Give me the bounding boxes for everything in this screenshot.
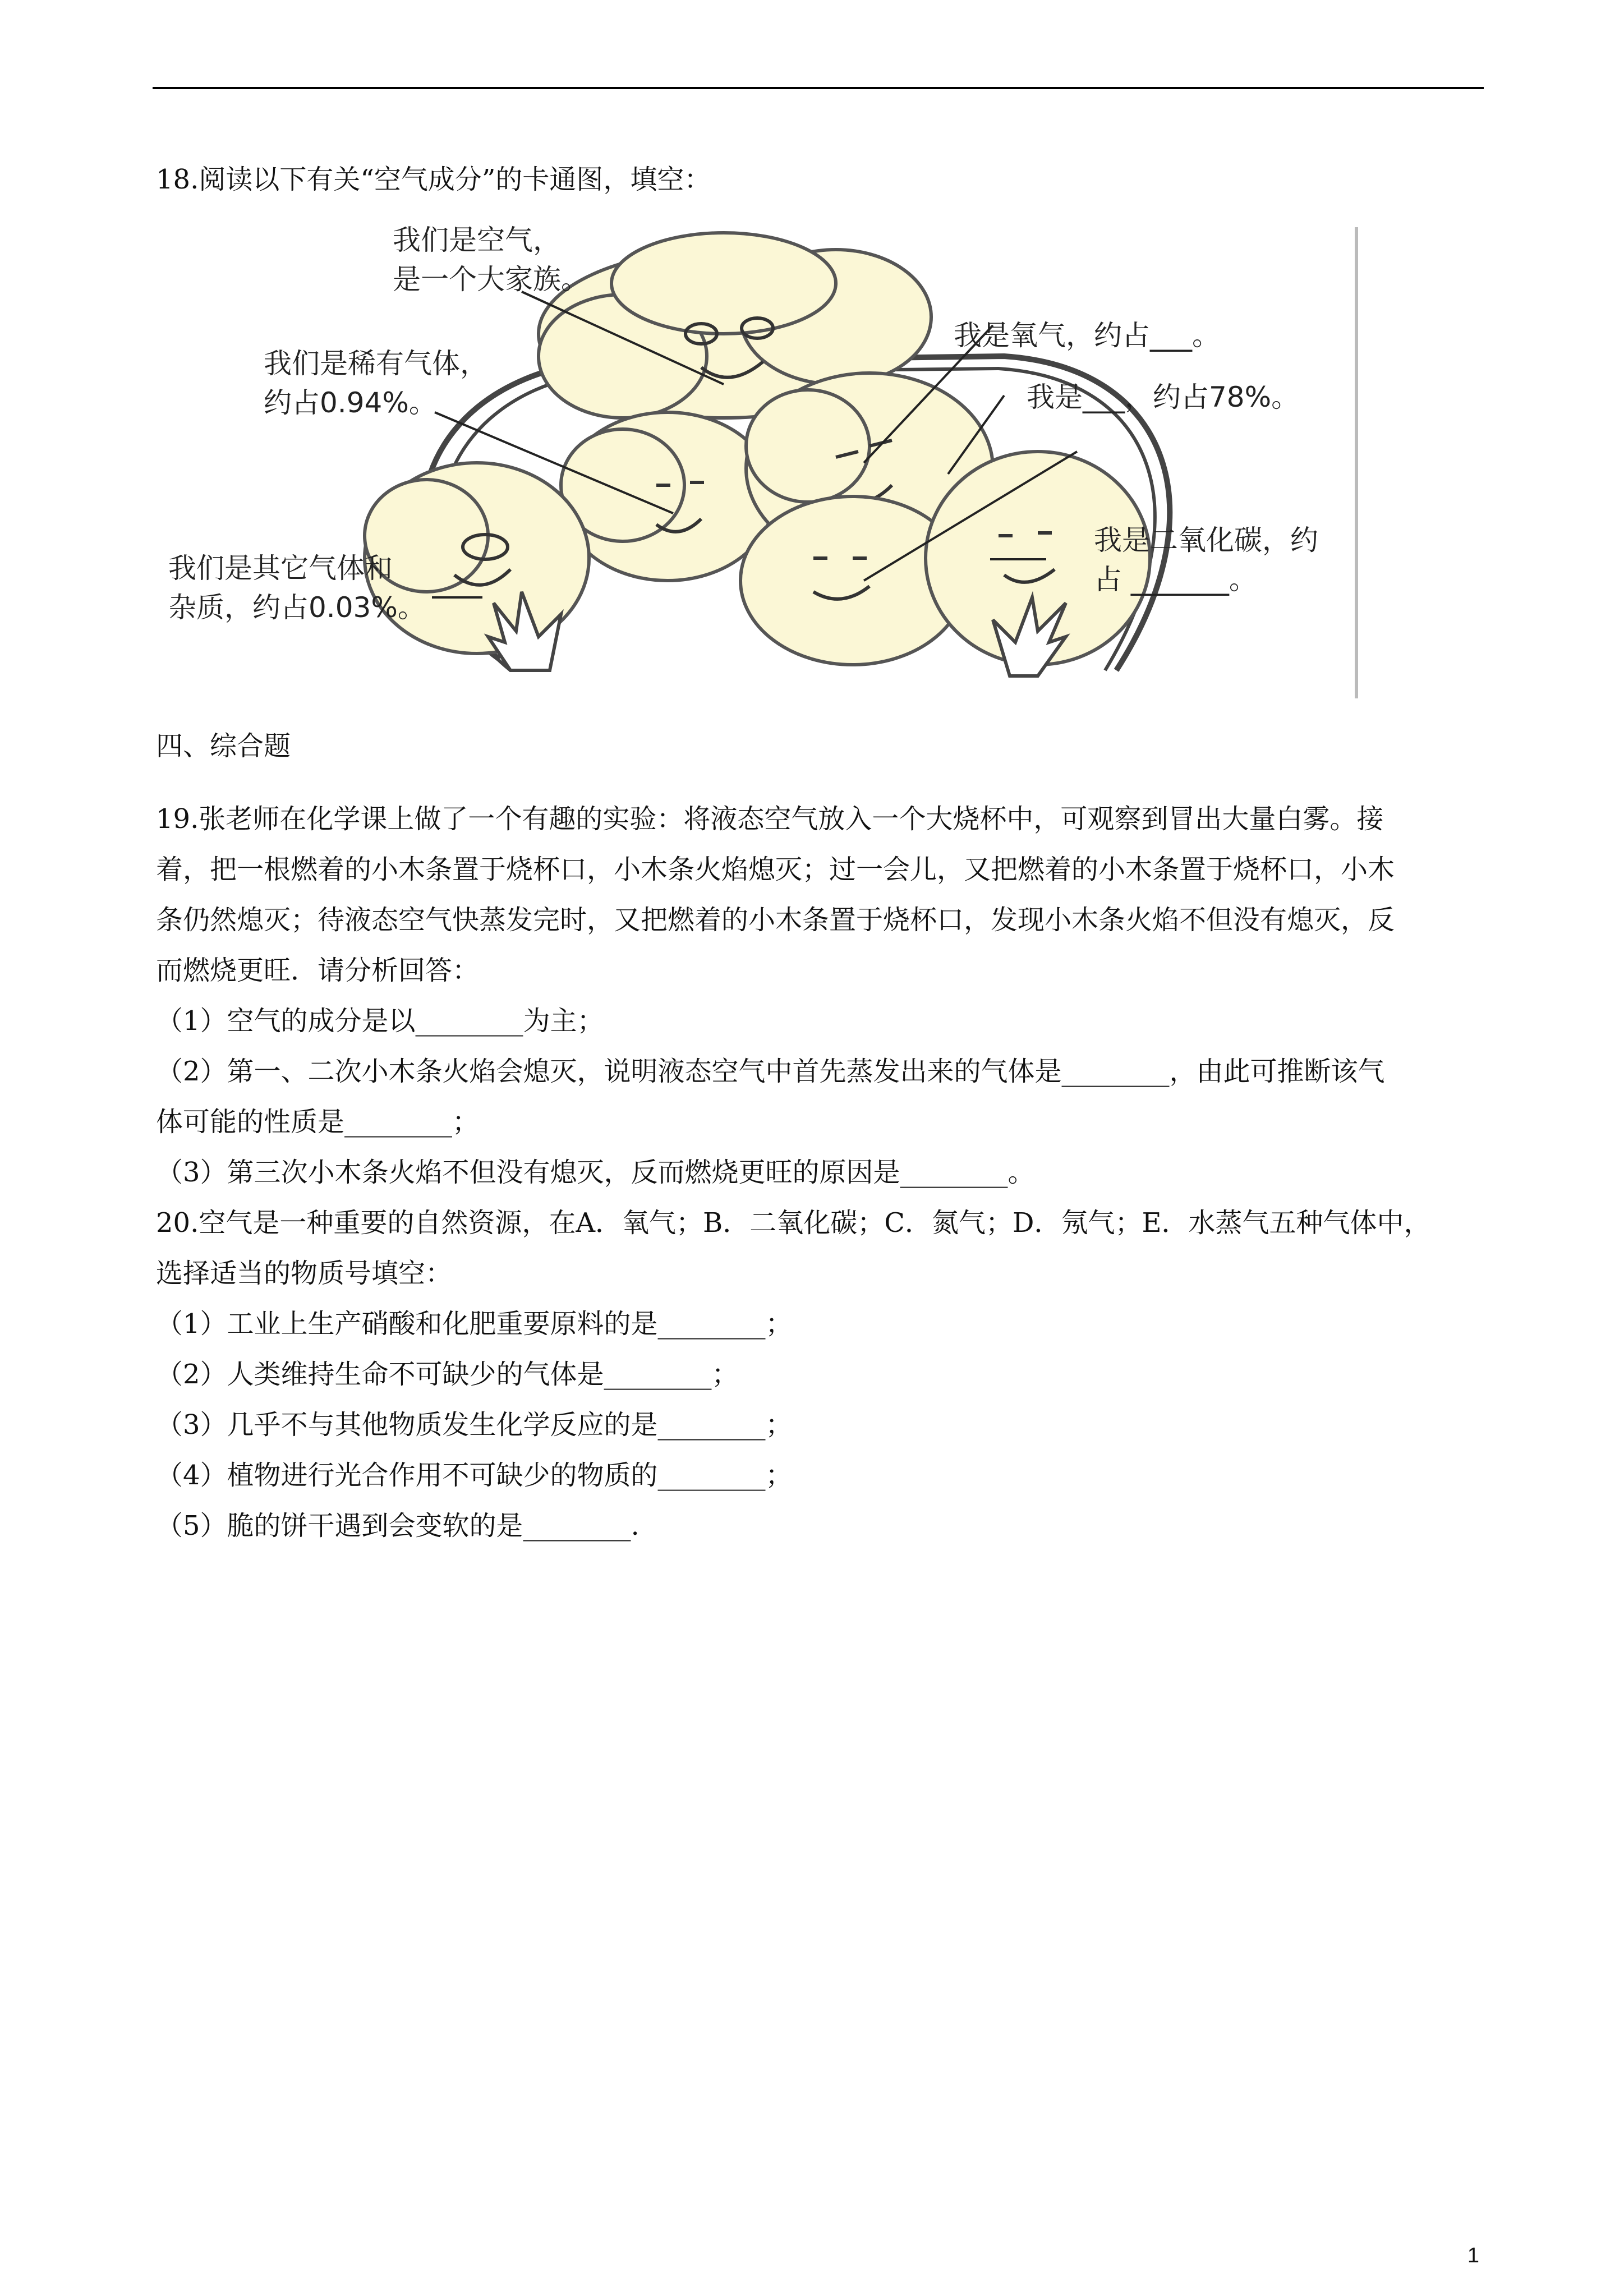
q19-part-1: （1）空气的成分是以________为主； (156, 1005, 604, 1037)
label-rare-2: 约占0.94%。 (264, 386, 437, 419)
q19-line-3: 条仍然熄灭；待液态空气快蒸发完时，又把燃着的小木条置于烧杯口，发现小木条火焰不但没有熄灭，反 (156, 904, 1395, 936)
label-co2-2: 占 _______。 (1094, 563, 1257, 596)
q19-line-1: 19.张老师在化学课上做了一个有趣的实验：将液态空气放入一个大烧杯中，可观察到冒出大量白雾。接 (156, 803, 1384, 835)
q19-part-2a: （2）第一、二次小木条火焰会熄灭，说明液态空气中首先蒸发出来的气体是________，由此可推断该气 (156, 1056, 1385, 1087)
q18-stem: 18.阅读以下有关“空气成分”的卡通图，填空： (156, 164, 711, 195)
q19-line-2: 着，把一根燃着的小木条置于烧杯口，小木条火焰熄灭；过一会儿，又把燃着的小木条置于烧杯口，小木 (156, 854, 1395, 885)
air-composition-cartoon (163, 222, 1369, 704)
q20-part-5: （5）脆的饼干遇到会变软的是________. (156, 1510, 640, 1542)
label-nitrogen: 我是___，约占78%。 (1027, 381, 1300, 413)
label-co2-1: 我是二氧化碳，约 (1094, 524, 1318, 556)
label-air-1: 我们是空气， (393, 224, 561, 256)
q20-line-2: 选择适当的物质号填空： (156, 1258, 453, 1289)
label-air-2: 是一个大家族。 (393, 263, 589, 296)
q20-part-2: （2）人类维持生命不可缺少的气体是________； (156, 1359, 739, 1390)
q20-part-1: （1）工业上生产硝酸和化肥重要原料的是________； (156, 1308, 793, 1340)
q19-part-3: （3）第三次小木条火焰不但没有熄灭，反而燃烧更旺的原因是________。 (156, 1157, 1035, 1188)
label-other-2: 杂质，约占0.03%。 (168, 591, 426, 624)
page-number: 1 (1467, 2244, 1479, 2267)
rare-gas-cloud (561, 412, 774, 581)
label-other-1: 我们是其它气体和 (168, 552, 393, 585)
q20-part-4: （4）植物进行光合作用不可缺少的物质的________； (156, 1460, 793, 1491)
q19-part-2b: 体可能的性质是________； (156, 1106, 480, 1138)
header-rule (153, 87, 1484, 89)
q20-line-1: 20.空气是一种重要的自然资源，在A．氧气；B．二氧化碳；C．氮气；D．氖气；E．水蒸气五种气体中， (156, 1207, 1431, 1239)
label-oxygen: 我是氧气，约占___。 (954, 319, 1220, 352)
q19-line-4: 而燃烧更旺．请分析回答： (156, 955, 480, 986)
q20-part-3: （3）几乎不与其他物质发生化学反应的是________； (156, 1409, 793, 1441)
section-title: 四、综合题 (156, 730, 291, 762)
label-rare-1: 我们是稀有气体， (264, 347, 488, 380)
